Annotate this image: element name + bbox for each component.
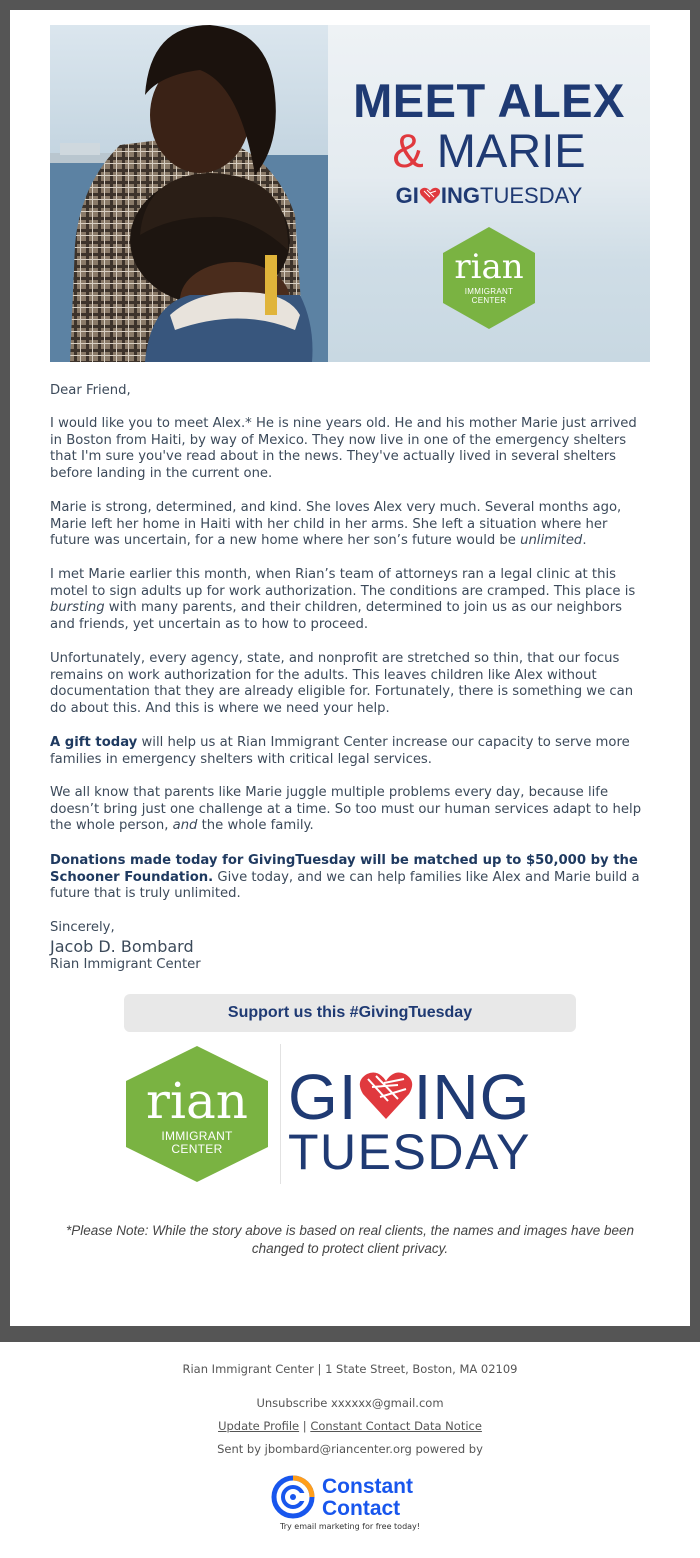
signer-organization: Rian Immigrant Center xyxy=(50,957,201,972)
email-footer xyxy=(0,1342,700,1558)
footer-separator: | xyxy=(302,1419,307,1433)
footer-links-line xyxy=(0,1419,700,1433)
footer-unsubscribe-line xyxy=(0,1396,700,1410)
gt-large-gi: GI xyxy=(288,1061,358,1133)
givingtuesday-large-line1 xyxy=(288,1061,531,1133)
bottom-logos xyxy=(124,1044,576,1189)
hero-banner xyxy=(50,25,650,362)
cc-word-constant: Constant xyxy=(322,1475,413,1498)
signer-name: Jacob D. Bombard xyxy=(50,937,194,956)
letter-paragraph-2 xyxy=(50,500,650,550)
letter-paragraph-5 xyxy=(50,735,650,768)
constant-contact-icon xyxy=(270,1474,316,1520)
rian-logo-sub2: CENTER xyxy=(471,296,507,305)
letter-closing: Sincerely, xyxy=(50,920,115,935)
constant-contact-logo[interactable] xyxy=(270,1474,430,1544)
p3-text-a: I met Marie earlier this month, when Rian’s team of attorneys ran a legal clinic at this motel to sign adults up for work authorization. The conditions are cramped. This place is xyxy=(50,567,636,599)
hero-title-line2 xyxy=(328,125,650,177)
footer-address: Rian Immigrant Center | 1 State Street, Boston, MA 02109 xyxy=(182,1362,518,1376)
rian-logo-sub1: IMMIGRANT xyxy=(464,287,514,296)
p5-bold: A gift today xyxy=(50,735,138,750)
privacy-note: *Please Note: While the story above is based on real clients, the names and images have been changed to protect client privacy. xyxy=(65,1223,635,1256)
cc-word-contact: Contact xyxy=(322,1497,401,1520)
letter-greeting: Dear Friend, xyxy=(50,383,131,398)
p3-text-b: with many parents, and their children, determined to join us as our neighbors and friends, yet uncertain as to how to proceed. xyxy=(50,600,623,633)
hero-photo-mother-and-child xyxy=(50,25,328,362)
hero-title-line1: MEET ALEX xyxy=(353,74,625,127)
update-profile-link[interactable]: Update Profile xyxy=(218,1419,300,1433)
p2-text-b: . xyxy=(582,533,587,549)
unsubscribe-link[interactable]: Unsubscribe xyxy=(256,1396,328,1410)
p6-text-b: the whole family. xyxy=(197,818,314,834)
p2-text-a: Marie is strong, determined, and kind. She loves Alex very much. Several months ago, Marie left her home in Haiti with her child in her arms. She left a situation where her future was uncertain, for a new home where her son’s future would be xyxy=(50,500,622,549)
rian-logo-large-text: rian xyxy=(146,1072,248,1130)
rian-logo-large xyxy=(124,1044,270,1184)
gt-part-tuesday: TUESDAY xyxy=(480,183,583,208)
p6-emphasis: and xyxy=(172,818,198,834)
logo-divider xyxy=(280,1044,281,1184)
letter-paragraph-7 xyxy=(50,853,650,903)
givingtuesday-wordmark xyxy=(328,182,650,210)
letter-paragraph-4: Unfortunately, every agency, state, and nonprofit are stretched so thin, that our focus remains on work authorization for the adults. This leaves children like Alex without documentation that they are already eligible for. Fortunately, there is something we can do about this. And this is where we need your help. xyxy=(50,651,634,717)
letter-paragraph-1: I would like you to meet Alex.* He is nine years old. He and his mother Marie just arrived in Boston from Haiti, by way of Mexico. They now live in one of the emergency shelters that I'm sure you've read about in the news. They've actually lived in several shelters before landing in the current one. xyxy=(50,416,637,482)
hero-title-name: MARIE xyxy=(436,124,586,177)
data-notice-link[interactable]: Constant Contact Data Notice xyxy=(310,1419,482,1433)
rian-logo-large-sub2: CENTER xyxy=(171,1142,223,1156)
rian-logo-large-sub1: IMMIGRANT xyxy=(161,1129,233,1143)
cc-tagline: Try email marketing for free today! xyxy=(280,1522,420,1531)
letter-paragraph-6 xyxy=(50,785,650,835)
letter-paragraph-3 xyxy=(50,567,650,634)
ampersand: & xyxy=(392,124,424,177)
p6-text-a: We all know that parents like Marie juggle multiple problems every day, because life doesn’t bring just one challenge at a time. So too must our human services adapt to help the whole person, xyxy=(50,785,642,834)
footer-sent-by: Sent by jbombard@riancenter.org powered by xyxy=(217,1442,483,1456)
p7-bold: Donations made today for GivingTuesday will be matched up to $50,000 by the Schooner Foundation. xyxy=(50,853,638,885)
rian-logo-hexagon xyxy=(439,225,539,331)
p5-rest: will help us at Rian Immigrant Center increase our capacity to serve more families in emergency shelters with critical legal services. xyxy=(50,735,630,767)
p3-emphasis: bursting xyxy=(50,600,105,616)
heart-icon xyxy=(419,187,441,205)
p2-emphasis: unlimited xyxy=(520,533,583,549)
support-givingtuesday-button[interactable]: Support us this #GivingTuesday xyxy=(124,994,576,1032)
p7-rest: Give today, and we can help families like Alex and Marie build a future that is truly unlimited. xyxy=(50,869,640,902)
subscriber-email: xxxxxx@gmail.com xyxy=(331,1396,444,1410)
hero-title-panel xyxy=(328,25,650,362)
gt-part-gi: GI xyxy=(395,183,419,208)
gt-part-ing: ING xyxy=(440,183,481,208)
givingtuesday-large-line2: TUESDAY xyxy=(288,1124,531,1180)
heart-large-icon xyxy=(358,1071,414,1121)
gt-large-ing: ING xyxy=(413,1061,531,1133)
email-card xyxy=(10,10,690,1326)
rian-logo-text: rian xyxy=(454,247,524,287)
